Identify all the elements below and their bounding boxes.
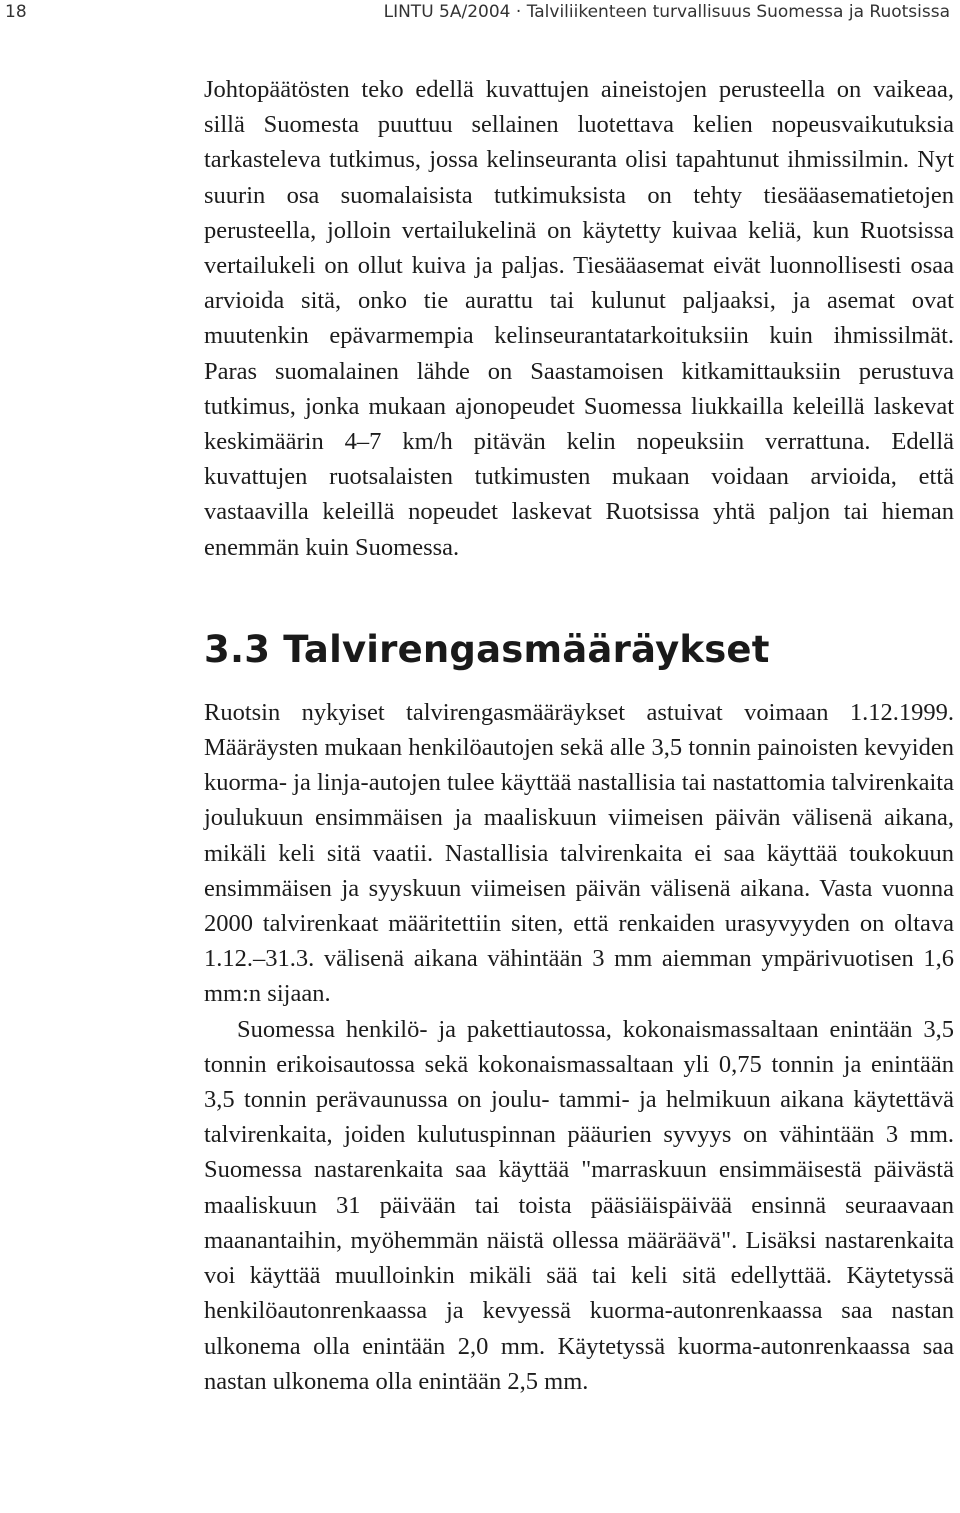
document-body [204, 72, 954, 1399]
page-header [0, 0, 960, 30]
body-paragraph: Ruotsin nykyiset talvirengasmääräykset astuivat voimaan 1.12.1999. Määräysten mukaan henkilöautojen sekä alle 3,5 tonnin painoisten kevyiden kuorma- ja linja-autojen tulee käyttää nastallisia tai nastattomia talvirenkaita joulukuun ensimmäisen ja maaliskuun viimeisen päivän välisenä aikana, mikäli keli sitä vaatii. Nastallisia talvirenkaita ei saa käyttää toukokuun ensimmäisen ja syyskuun viimeisen päivän välisenä aikana. Vasta vuonna 2000 talvirenkaat määritettiin siten, että renkaiden urasyvyyden on oltava 1.12.–31.3. välisenä aikana vähintään 3 mm aiemman ympärivuotisen 1,6 mm:n sijaan. [204, 698, 954, 1008]
body-paragraph: Suomessa henkilö- ja pakettiautossa, kokonaismassaltaan enintään 3,5 tonnin erikoisautossa sekä kokonaismassaltaan yli 0,75 tonnin ja enintään 3,5 tonnin perävaunussa on joulu- tammi- ja helmikuun aikana käytettävä talvirenkaita, joiden kulutuspinnan pääurien syvyys on vähintään 3 mm. Suomessa nastarenkaita saa käyttää "marraskuun ensimmäisestä päivästä maaliskuun 31 päivään tai toista pääsiäispäivää ensinnä seuraavaan maanantaihin, myöhemmän näistä ollessa määräävä". Lisäksi nastarenkaita voi käyttää muulloinkin mikäli sää tai keli sitä edellyttää. Käytetyssä henkilöautonrenkaassa ja kevyessä kuorma-autonrenkaassa saa nastan ulkonema olla enintään 2,0 mm. Käytetyssä kuorma-autonrenkaassa saa nastan ulkonema olla enintään 2,5 mm. [204, 1015, 954, 1395]
page-number: 18 [5, 2, 27, 22]
running-title: LINTU 5A/2004 · Talviliikenteen turvallisuus Suomessa ja Ruotsissa [383, 2, 950, 22]
body-paragraph: Johtopäätösten teko edellä kuvattujen aineistojen perusteella on vaikeaa, sillä Suomesta puuttuu sellainen luotettava kelien nopeusvaikutuksia tarkasteleva tutkimus, jossa kelinseuranta olisi tapahtunut ihmissilmin. Nyt suurin osa suomalaisista tutkimuksista on tehty tiesääasematietojen perusteella, jolloin vertailukelinä on käytetty kuivaa keliä, kun Ruotsissa vertailukeli on ollut kuiva ja paljas. Tiesääasemat eivät luonnollisesti osaa arvioida sitä, onko tie aurattu tai kulunut paljaaksi, ja asemat ovat muutenkin epävarmempia kelinseurantatarkoituksiin kuin ihmissilmät. Paras suomalainen lähde on Saastamoisen kitkamittauksiin perustuva tutkimus, jonka mukaan ajonopeudet Suomessa liukkailla keleillä laskevat keskimäärin 4–7 km/h pitävän kelin nopeuksiin verrattuna. Edellä kuvattujen ruotsalaisten tutkimusten mukaan voidaan arvioida, että vastaavilla keleillä nopeudet laskevat Ruotsissa yhtä paljon tai hieman enemmän kuin Suomessa. [204, 76, 954, 561]
section-heading: 3.3 Talvirengasmääräykset [204, 627, 770, 671]
